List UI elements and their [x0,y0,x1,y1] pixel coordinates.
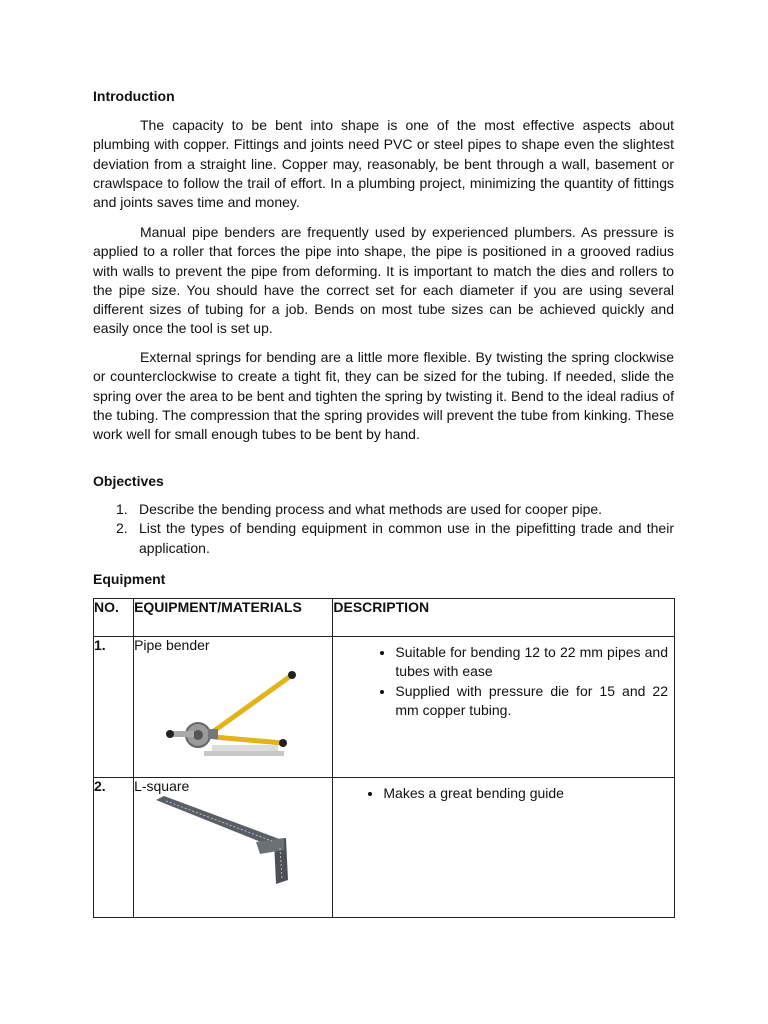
equipment-cell [134,637,333,778]
description-cell [333,778,675,918]
table-header-row [94,599,675,637]
equipment-name: L-square [134,778,190,794]
description-bullet: • Supplied with pressure die for 15 and 22 mm copper tubing. [395,682,668,721]
row-number: 2. [94,778,134,918]
intro-paragraph-1: The capacity to be bent into shape is one of the most effective aspects about plumbing with copper. Fittings and joints need PVC or steel pipes to shape even the slightest deviation from a straight line. Copper may, reasonably, be bent through a wall, basement or crawlspace to follow the trail of effort. In a plumbing project, minimizing the quantity of fittings and joints saves time and money. [93,117,674,211]
description-bullet: • Makes a great bending guide [383,784,668,803]
objective-text: Describe the bending process and what methods are used for cooper pipe. [139,501,603,517]
description-bullet: • Suitable for bending 12 to 22 mm pipes and tubes with ease [395,643,668,682]
table-row [94,637,675,778]
equipment-heading: Equipment [93,571,166,587]
equipment-table [93,598,675,918]
column-header-description: DESCRIPTION [333,599,675,637]
objective-number: 1. [116,501,128,517]
objective-number: 2. [116,520,128,537]
equipment-name: Pipe bender [134,637,210,653]
objective-item [93,500,674,519]
row-number: 1. [94,637,134,778]
introduction-heading: Introduction [93,88,175,104]
pipe-bender-image [154,659,332,762]
intro-paragraph-3: External springs for bending are a little more flexible. By twisting the spring clockwise or counterclockwise to create a tight fit, they can be sized for the tubing. If needed, slide the spring over the area to be bent and tighten the spring by twisting it. Bend to the ideal radius of the tubing. The compression that the spring provides will prevent the tube from kinking. These work well for small enough tubes to be bent by hand. [93,349,674,443]
column-header-no: NO. [94,599,134,637]
description-cell [333,637,675,778]
l-square-image [152,796,332,889]
equipment-cell [134,778,333,918]
table-row [94,778,675,918]
description-list [333,637,674,720]
objectives-list [93,500,674,558]
objectives-heading: Objectives [93,473,164,489]
column-header-equipment: EQUIPMENT/MATERIALS [134,599,333,637]
objective-item [93,519,674,558]
objective-text: List the types of bending equipment in common use in the pipefitting trade and their application. [139,520,674,556]
intro-paragraph-2: Manual pipe benders are frequently used by experienced plumbers. As pressure is applied to a roller that forces the pipe into shape, the pipe is positioned in a grooved radius with walls to prevent the pipe from deforming. It is important to match the dies and rollers to the pipe size. You should have the correct set for each diameter if you are using several different sizes of tubing for a job. Bends on most tube sizes can be achieved quickly and easily once the tool is set up. [93,224,674,337]
description-list [333,778,674,803]
